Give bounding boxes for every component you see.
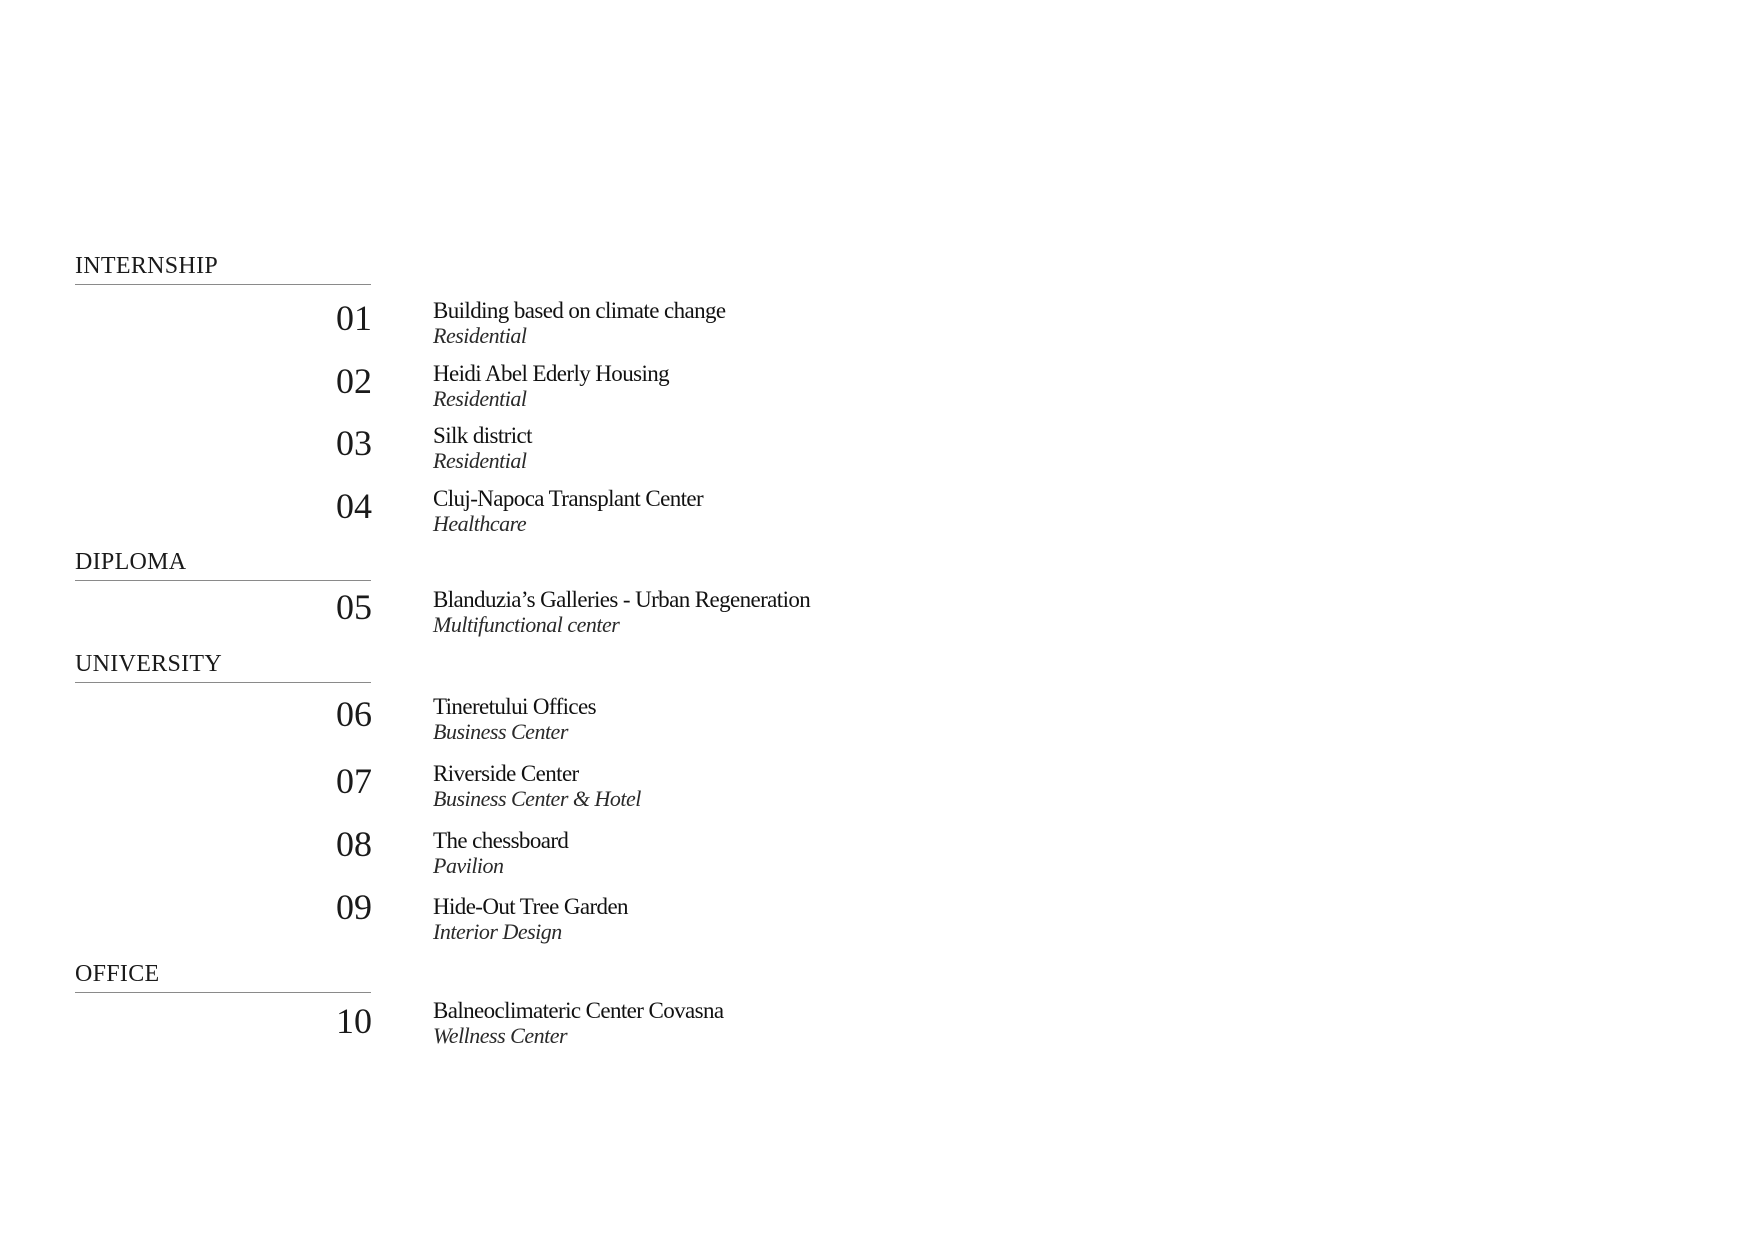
section-heading-internship: INTERNSHIP: [75, 254, 371, 285]
section-heading-university: UNIVERSITY: [75, 652, 371, 683]
project-number: 04: [336, 486, 372, 526]
project-title: Cluj-Napoca Transplant Center: [433, 486, 704, 511]
project-number: 09: [336, 887, 372, 927]
project-title: Building based on climate change: [433, 298, 726, 323]
project-category: Healthcare: [433, 511, 527, 536]
section-heading-diploma: DIPLOMA: [75, 550, 371, 581]
project-number: 08: [336, 824, 372, 864]
project-category: Interior Design: [433, 919, 562, 944]
project-title: Silk district: [433, 423, 532, 448]
project-category: Business Center: [433, 719, 568, 744]
project-category: Residential: [433, 386, 527, 411]
project-number: 01: [336, 298, 372, 338]
project-category: Multifunctional center: [433, 612, 620, 637]
project-category: Wellness Center: [433, 1023, 568, 1048]
project-number: 07: [336, 761, 372, 801]
project-category: Pavilion: [433, 853, 504, 878]
project-entry: [433, 587, 810, 637]
project-entry: [433, 998, 724, 1048]
project-title: The chessboard: [433, 828, 569, 853]
project-entry: [433, 486, 703, 536]
project-entry: [433, 894, 628, 944]
project-title: Heidi Abel Ederly Housing: [433, 361, 670, 386]
project-title: Tineretului Offices: [433, 694, 596, 719]
project-number: 06: [336, 694, 372, 734]
project-number: 02: [336, 361, 372, 401]
project-title: Blanduzia’s Galleries - Urban Regeneration: [433, 587, 811, 612]
project-number: 05: [336, 587, 372, 627]
project-category: Residential: [433, 323, 527, 348]
project-title: Balneoclimateric Center Covasna: [433, 998, 724, 1023]
project-entry: [433, 361, 669, 411]
project-entry: [433, 761, 641, 811]
project-category: Residential: [433, 448, 527, 473]
project-entry: [433, 694, 596, 744]
project-category: Business Center & Hotel: [433, 786, 641, 811]
project-title: Riverside Center: [433, 761, 579, 786]
project-entry: [433, 828, 568, 878]
project-entry: [433, 423, 532, 473]
project-title: Hide-Out Tree Garden: [433, 894, 628, 919]
section-heading-office: OFFICE: [75, 962, 371, 993]
project-number: 03: [336, 423, 372, 463]
project-number: 10: [336, 1001, 372, 1041]
project-entry: [433, 298, 726, 348]
